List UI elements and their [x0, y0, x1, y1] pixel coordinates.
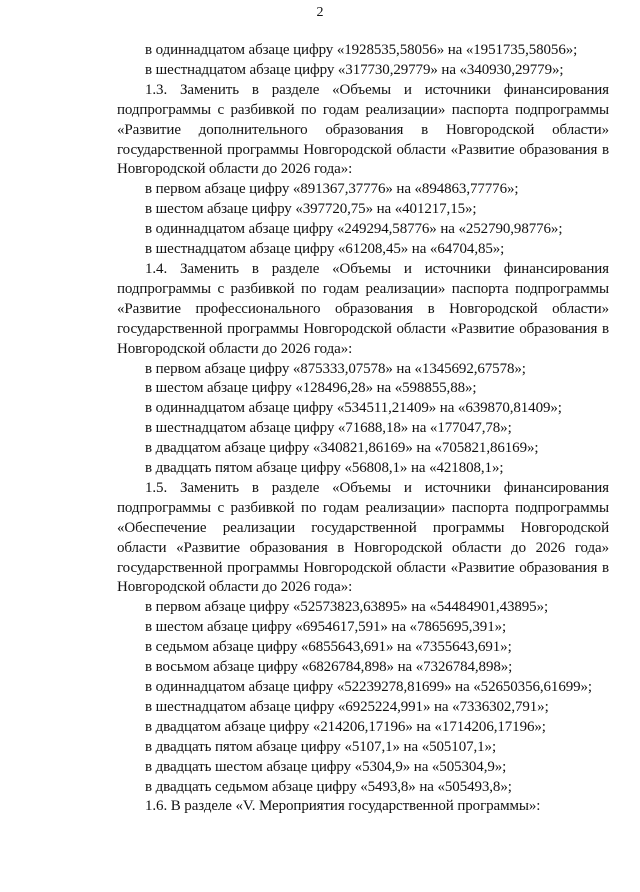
- text-line: 1.3. Заменить в разделе «Объемы и источники финансирования: [145, 81, 609, 98]
- text-line: государственной программы Новгородской области «Развитие образования в: [117, 141, 609, 158]
- text-line: в двадцатом абзаце цифру «340821,86169» на «705821,86169»;: [145, 440, 539, 457]
- text-line: в шестом абзаце цифру «397720,75» на «401217,15»;: [145, 201, 477, 218]
- text-line: подпрограммы с разбивкой по годам реализации» паспорта подпрограммы: [117, 280, 609, 297]
- text-line: Новгородской области до 2026 года»:: [117, 161, 353, 178]
- text-line: «Обеспечение реализации государственной программы Новгородской: [117, 519, 609, 536]
- document-body: [117, 41, 609, 817]
- text-line: «Развитие дополнительного образования в Новгородской области»: [117, 121, 609, 138]
- text-line: подпрограммы с разбивкой по годам реализации» паспорта подпрограммы: [117, 499, 609, 516]
- text-line: в восьмом абзаце цифру «6826784,898» на «7326784,898»;: [145, 659, 513, 676]
- text-line: «Развитие профессионального образования в Новгородской области»: [117, 300, 609, 317]
- text-line: в одиннадцатом абзаце цифру «1928535,58056» на «1951735,58056»;: [145, 42, 578, 58]
- text-line: в двадцать шестом абзаце цифру «5304,9» на «505304,9»;: [145, 758, 507, 775]
- text-line: в шестнадцатом абзаце цифру «71688,18» на «177047,78»;: [145, 420, 512, 437]
- text-line: в первом абзаце цифру «891367,37776» на «894863,77776»;: [145, 181, 519, 198]
- text-line: Новгородской области до 2026 года»:: [117, 579, 353, 596]
- text-line: в шестом абзаце цифру «128496,28» на «598855,88»;: [145, 380, 477, 397]
- text-line: в одиннадцатом абзаце цифру «534511,21409» на «639870,81409»;: [145, 400, 562, 417]
- text-line: в одиннадцатом абзаце цифру «249294,58776» на «252790,98776»;: [145, 221, 563, 238]
- text-line: в шестнадцатом абзаце цифру «61208,45» на «64704,85»;: [145, 241, 505, 258]
- text-line: в двадцатом абзаце цифру «214206,17196» на «1714206,17196»;: [145, 718, 546, 735]
- text-line: в шестнадцатом абзаце цифру «317730,29779» на «340930,29779»;: [145, 61, 564, 78]
- text-line: области «Развитие образования в Новгородской области до 2026 года»: [117, 539, 609, 556]
- text-line: в шестнадцатом абзаце цифру «6925224,991» на «7336302,791»;: [145, 698, 549, 715]
- text-line: в шестом абзаце цифру «6954617,591» на «7865695,391»;: [145, 619, 507, 636]
- text-line: в первом абзаце цифру «52573823,63895» на «54484901,43895»;: [145, 599, 549, 616]
- text-line: 1.5. Заменить в разделе «Объемы и источники финансирования: [145, 479, 609, 496]
- page-number: 2: [316, 5, 324, 20]
- text-line: государственной программы Новгородской области «Развитие образования в: [117, 320, 609, 337]
- text-line: Новгородской области до 2026 года»:: [117, 340, 353, 357]
- text-line: в одиннадцатом абзаце цифру «52239278,81699» на «52650356,61699»;: [145, 679, 593, 695]
- text-line: подпрограммы с разбивкой по годам реализации» паспорта подпрограммы: [117, 101, 609, 118]
- text-line: в двадцать пятом абзаце цифру «56808,1» на «421808,1»;: [145, 460, 504, 477]
- text-line: 1.4. Заменить в разделе «Объемы и источники финансирования: [145, 260, 609, 277]
- text-line: государственной программы Новгородской области «Развитие образования в: [117, 559, 609, 576]
- text-line: в двадцать пятом абзаце цифру «5107,1» на «505107,1»;: [145, 738, 497, 755]
- text-line: в первом абзаце цифру «875333,07578» на «1345692,67578»;: [145, 360, 526, 377]
- text-line: в двадцать седьмом абзаце цифру «5493,8» на «505493,8»;: [145, 778, 512, 795]
- text-line: в седьмом абзаце цифру «6855643,691» на «7355643,691»;: [145, 639, 512, 656]
- text-line: 1.6. В разделе «V. Мероприятия государственной программы»:: [145, 798, 541, 815]
